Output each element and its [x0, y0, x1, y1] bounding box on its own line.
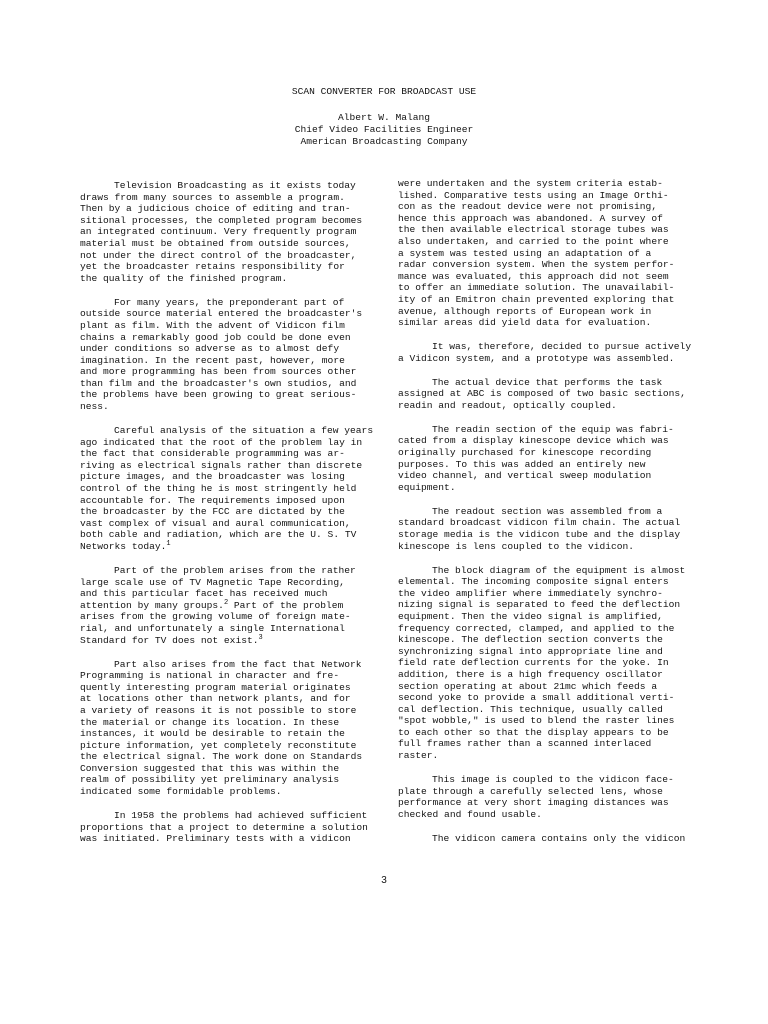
text-line: chains a remarkably good job could be done even: [80, 331, 351, 343]
text-line: Then by a judicious choice of editing and tran-: [80, 203, 351, 215]
text-line: the quality of the finished program.: [80, 272, 288, 284]
text-line: an integrated continuum. Very frequently program: [80, 226, 357, 238]
paragraph: [398, 506, 692, 552]
text-line: attention by many groups.$^2$ Part of the problem: [80, 598, 344, 611]
paragraph: [80, 565, 374, 646]
text-line: mance was evaluated, this approach did not seem: [398, 270, 669, 282]
text-line: ity of an Emitron chain prevented exploring that: [398, 293, 675, 305]
footnote-ref: 1: [166, 539, 171, 548]
author-name: Albert W. Malang: [337, 112, 431, 123]
text-line: the problems have been growing to great serious-: [80, 389, 357, 401]
text-line: synchronizing signal into appropriate line and: [398, 645, 663, 657]
text-line: This image is coupled to the vidicon face-: [432, 774, 674, 786]
text-line: similar areas did yield data for evaluation.: [398, 317, 652, 329]
right-column: [398, 178, 692, 857]
footnote-ref: 3: [258, 633, 263, 642]
text-line: both cable and radiation, which are the U. S. TV: [80, 529, 357, 541]
text-line: and this particular facet has received much: [80, 588, 328, 600]
paragraph: [80, 810, 374, 845]
text-line: con as the readout device were not promising,: [398, 201, 658, 213]
text-line: The vidicon camera contains only the vidicon: [432, 832, 686, 844]
text-line: and more programming has been from sources other: [80, 366, 357, 378]
author-position: Chief Video Facilities Engineer: [294, 124, 474, 135]
text-line: arises from the growing volume of foreign mate-: [80, 611, 351, 623]
text-line: kinescope is lens coupled to the vidicon.: [398, 540, 635, 552]
text-line: picture information, yet completely reconstitute: [80, 739, 357, 751]
text-line: performance at very short imaging distances was: [398, 797, 669, 809]
paragraph: [398, 774, 692, 820]
footnote-ref: 2: [223, 598, 229, 607]
text-line: Careful analysis of the situation a few years: [114, 425, 374, 437]
text-line: Programming is national in character and fre-: [80, 670, 340, 682]
text-line: The actual device that performs the task: [432, 376, 663, 388]
text-line: the fact that considerable programming was ar-: [80, 448, 345, 460]
text-line: vast complex of visual and aural communication,: [80, 517, 351, 529]
text-line: standard broadcast vidicon film chain. The actual: [398, 517, 681, 529]
text-line: In 1958 the problems had achieved sufficient: [114, 810, 368, 822]
text-line: imagination. In the recent past, however, more: [80, 354, 345, 366]
text-line: field rate deflection currents for the yoke. In: [398, 657, 669, 669]
text-line: realm of possibility yet preliminary analysis: [80, 774, 340, 786]
text-line: hence this approach was abandoned. A survey of: [398, 212, 663, 224]
text-line: "spot wobble," is used to blend the raster lines: [398, 715, 675, 727]
text-line: under conditions so adverse as to almost defy: [80, 343, 340, 355]
text-line: raster.: [398, 750, 439, 762]
text-line: storage media is the vidicon tube and the display: [398, 529, 681, 540]
text-line: at locations other than network plants, and for: [80, 693, 351, 705]
text-line: checked and found usable.: [398, 808, 542, 820]
paragraph: [398, 565, 692, 762]
text-line: a Vidicon system, and a prototype was assembled.: [398, 352, 675, 364]
author-organization: American Broadcasting Company: [300, 136, 468, 147]
text-line: the then available electrical storage tubes was: [398, 224, 669, 236]
text-line: avenue, although reports of European work in: [398, 305, 652, 317]
text-line: picture images, and the broadcaster was losing: [80, 471, 345, 483]
paragraph: [398, 833, 692, 845]
text-line: Networks today.$^1$: [80, 539, 171, 552]
paper-title: SCAN CONVERTER FOR BROADCAST USE: [291, 86, 477, 97]
text-line: originally purchased for kinescope recording: [398, 447, 652, 459]
text-line: draws from many sources to assemble a program.: [80, 191, 345, 203]
page-number: 3: [381, 875, 387, 886]
text-line: purposes. To this was added an entirely new: [398, 458, 646, 470]
text-line: The readout section was assembled from a: [432, 505, 663, 517]
text-line: a variety of reasons it is not possible to store: [80, 704, 357, 716]
text-line: frequency corrected, clamped, and applied to the: [398, 622, 675, 634]
text-line: radar conversion system. When the system perfor-: [398, 259, 675, 271]
paragraph: [80, 297, 374, 413]
text-line: plant as film. With the advent of Vidicon film: [80, 319, 345, 331]
text-line: Conversion suggested that this was within the: [80, 762, 340, 774]
text-line: ness.: [80, 401, 109, 413]
text-line: not under the direct control of the broadcaster,: [80, 249, 357, 261]
text-line: was initiated. Preliminary tests with a vidicon: [80, 833, 351, 845]
text-line: indicated some formidable problems.: [80, 786, 282, 798]
paragraph: [398, 341, 692, 364]
text-line: than film and the broadcaster's own studios, and: [80, 377, 357, 389]
text-line: cated from a display kinescope device which was: [398, 435, 669, 447]
text-line: rial, and unfortunately a single International: [80, 622, 345, 634]
text-line: the material or change its location. In these: [80, 716, 340, 728]
text-line: The block diagram of the equipment is almost: [432, 564, 686, 576]
text-line: sitional processes, the completed program becomes: [80, 214, 363, 226]
text-line: equipment. Then the video signal is amplified,: [398, 610, 663, 622]
text-line: lished. Comparative tests using an Image Orthi-: [398, 189, 669, 201]
text-line: Standard for TV does not exist.$^3$: [80, 633, 263, 646]
text-line: yet the broadcaster retains responsibility for: [80, 261, 345, 273]
text-line: For many years, the preponderant part of: [114, 296, 345, 308]
text-line: the broadcaster by the FCC are dictated by the: [80, 506, 345, 518]
text-line: Part of the problem arises from the rather: [114, 564, 356, 576]
text-line: riving as electrical signals rather than discrete: [80, 459, 363, 471]
left-column: [80, 180, 374, 857]
text-line: the electrical signal. The work done on Standards: [80, 751, 363, 763]
text-line: a system was tested using an adaptation of a: [398, 247, 652, 259]
text-line: were undertaken and the system criteria estab-: [398, 178, 663, 189]
text-line: also undertaken, and carried to the point where: [398, 235, 669, 247]
text-fragment: Part of the problem: [228, 599, 344, 611]
paragraph: [398, 377, 692, 412]
text-line: video channel, and vertical sweep modulation: [398, 470, 652, 482]
text-line: quently interesting program material originates: [80, 681, 351, 693]
text-line: section operating at about 21mc which feeds a: [398, 680, 658, 692]
text-line: Part also arises from the fact that Network: [114, 658, 362, 670]
paragraph: [80, 425, 374, 553]
text-line: addition, there is a high frequency oscillator: [398, 668, 663, 680]
text-line: accountable for. The requirements imposed upon: [80, 494, 345, 506]
text-line: material must be obtained from outside sources,: [80, 237, 351, 249]
text-line: outside source material entered the broadcaster's: [80, 308, 363, 320]
text-line: ago indicated that the root of the problem lay in: [80, 436, 363, 448]
text-line: nizing signal is separated to feed the deflection: [398, 599, 681, 611]
text-line: control of the thing he is most stringently held: [80, 483, 357, 495]
text-line: second yoke to provide a small additional verti-: [398, 692, 675, 704]
text-line: kinescope. The deflection section converts the: [398, 634, 663, 646]
text-line: equipment.: [398, 481, 456, 493]
text-line: assigned at ABC is composed of two basic sections,: [398, 388, 686, 400]
paragraph: [80, 659, 374, 798]
text-line: It was, therefore, decided to pursue actively: [432, 341, 692, 353]
text-line: plate through a carefully selected lens, whose: [398, 785, 663, 797]
text-line: to each other so that the display appears to be: [398, 726, 669, 738]
author-block: [0, 112, 768, 148]
text-line: The readin section of the equip was fabri-: [432, 423, 674, 435]
paragraph: [398, 424, 692, 494]
text-line: the video amplifier where immediately synchro-: [398, 587, 663, 599]
text-line: to offer an immediate solution. The unavailabil-: [398, 282, 675, 294]
text-line: instances, it would be desirable to retain the: [80, 728, 345, 740]
text-line: readin and readout, optically coupled.: [398, 399, 617, 411]
text-line: Television Broadcasting as it exists today: [114, 180, 356, 191]
text-line: elemental. The incoming composite signal enters: [398, 576, 669, 588]
text-line: proportions that a project to determine a solution: [80, 821, 368, 833]
text-line: cal deflection. This technique, usually called: [398, 703, 663, 715]
paragraph: [80, 180, 374, 284]
text-line: full frames rather than a scanned interlaced: [398, 738, 652, 750]
text-line: large scale use of TV Magnetic Tape Recording,: [80, 576, 345, 588]
paragraph: [398, 178, 692, 329]
